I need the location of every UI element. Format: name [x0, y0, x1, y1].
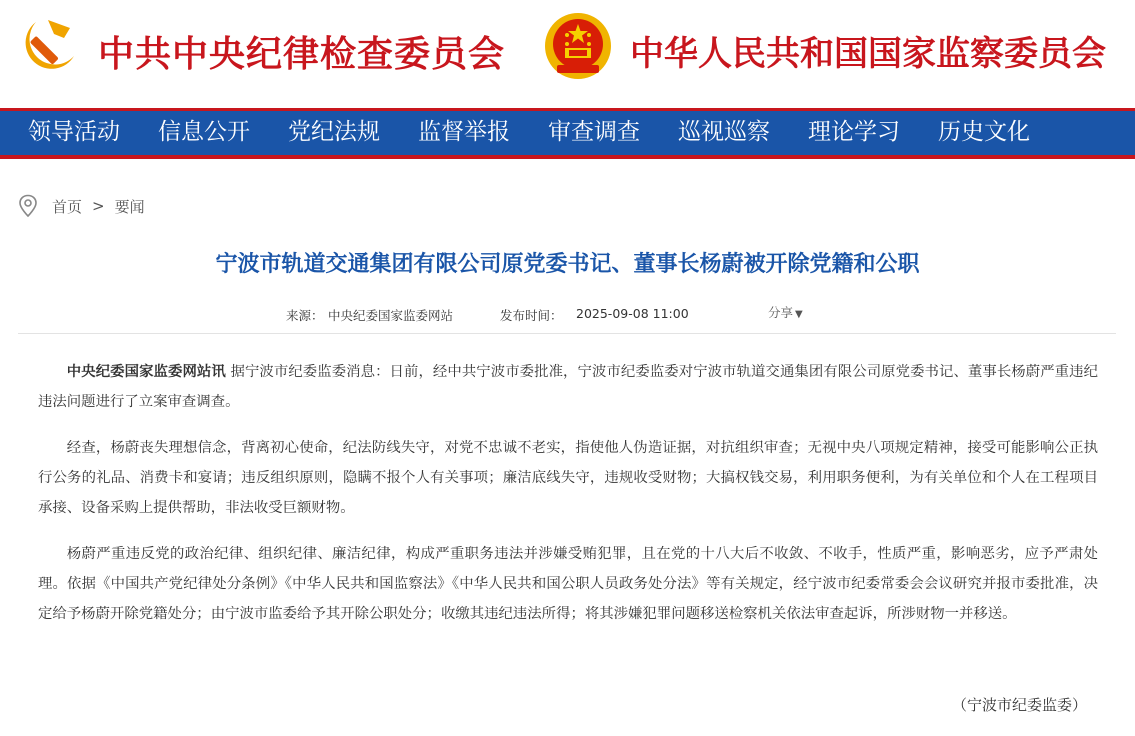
location-pin-icon	[18, 194, 38, 218]
article-title: 宁波市轨道交通集团有限公司原党委书记、董事长杨蔚被开除党籍和公职	[215, 252, 920, 277]
chevron-down-icon: ▼	[795, 309, 803, 320]
breadcrumb	[18, 192, 155, 220]
article-body	[38, 357, 1098, 645]
source-label: 来源：	[286, 308, 324, 323]
share-button[interactable]	[768, 303, 803, 321]
paragraph-2: 经查，杨蔚丧失理想信念，背离初心使命，纪法防线失守，对党不忠诚不老实，指使他人伪造证据，对抗组织审查；无视中央八项规定精神，接受可能影响公正执行公务的礼品、消费卡和宴请；违反组织原则，隐瞒不报个人有关事项；廉洁底线失守，违规收受财物；大搞权钱交易，利用职务便利，为有关单位和个人在工程项目承接、设备采购上提供帮助，非法收受巨额财物。	[38, 440, 1098, 516]
org-title-ccdi: 中共中央纪律检查委员会	[98, 33, 506, 75]
nav-item-info-disclosure[interactable]: 信息公开	[158, 119, 250, 145]
nav-item-regulations[interactable]: 党纪法规	[288, 119, 380, 145]
share-label: 分享	[768, 305, 794, 320]
breadcrumb-current[interactable]: 要闻	[114, 197, 145, 216]
nav-item-inspection[interactable]: 巡视巡察	[678, 119, 770, 145]
article-meta	[0, 306, 1135, 326]
nav-stripe-top	[0, 108, 1135, 111]
org-title-nsc: 中华人民共和国国家监察委员会	[630, 34, 1106, 74]
nav-item-history-culture[interactable]: 历史文化	[938, 119, 1030, 145]
breadcrumb-separator: >	[92, 197, 105, 215]
national-emblem-icon	[543, 10, 613, 82]
nav-item-investigation[interactable]: 审查调查	[548, 119, 640, 145]
source-note: （宁波市纪委监委）	[951, 696, 1087, 714]
nav-item-supervision-report[interactable]: 监督举报	[418, 119, 510, 145]
paragraph-1-text: 据宁波市纪委监委消息：日前，经中共宁波市委批准，宁波市纪委监委对宁波市轨道交通集团有限公司原党委书记、董事长杨蔚严重违纪违法问题进行了立案审查调查。	[38, 364, 1098, 410]
breadcrumb-home[interactable]: 首页	[52, 197, 83, 216]
party-emblem-icon	[18, 12, 84, 78]
article-source: 中央纪委国家监委网站	[328, 308, 454, 323]
lead-dateline: 中央纪委国家监委网站讯	[66, 364, 226, 380]
site-header	[0, 0, 1135, 108]
header-divider	[18, 333, 1116, 334]
main-nav	[28, 112, 1068, 154]
paragraph-3: 杨蔚严重违反党的政治纪律、组织纪律、廉洁纪律，构成严重职务违法并涉嫌受贿犯罪，且在党的十八大后不收敛、不收手，性质严重，影响恶劣，应予严肃处理。依据《中国共产党纪律处分条例》《中华人民共和国监察法》《中华人民共和国公职人员政务处分法》等有关规定，经宁波市纪委常委会会议研究并报市委批准，决定给予杨蔚开除党籍处分；由宁波市监委给予其开除公职处分；收缴其违纪违法所得；将其涉嫌犯罪问题移送检察机关依法审查起诉，所涉财物一并移送。	[38, 546, 1098, 622]
nav-stripe-bottom	[0, 155, 1135, 159]
nav-item-leadership[interactable]: 领导活动	[28, 119, 120, 145]
nav-item-theory-study[interactable]: 理论学习	[808, 119, 900, 145]
publish-time: 2025-09-08 11:00	[576, 306, 689, 321]
paragraph-1	[38, 357, 1098, 417]
time-label: 发布时间：	[500, 308, 563, 323]
